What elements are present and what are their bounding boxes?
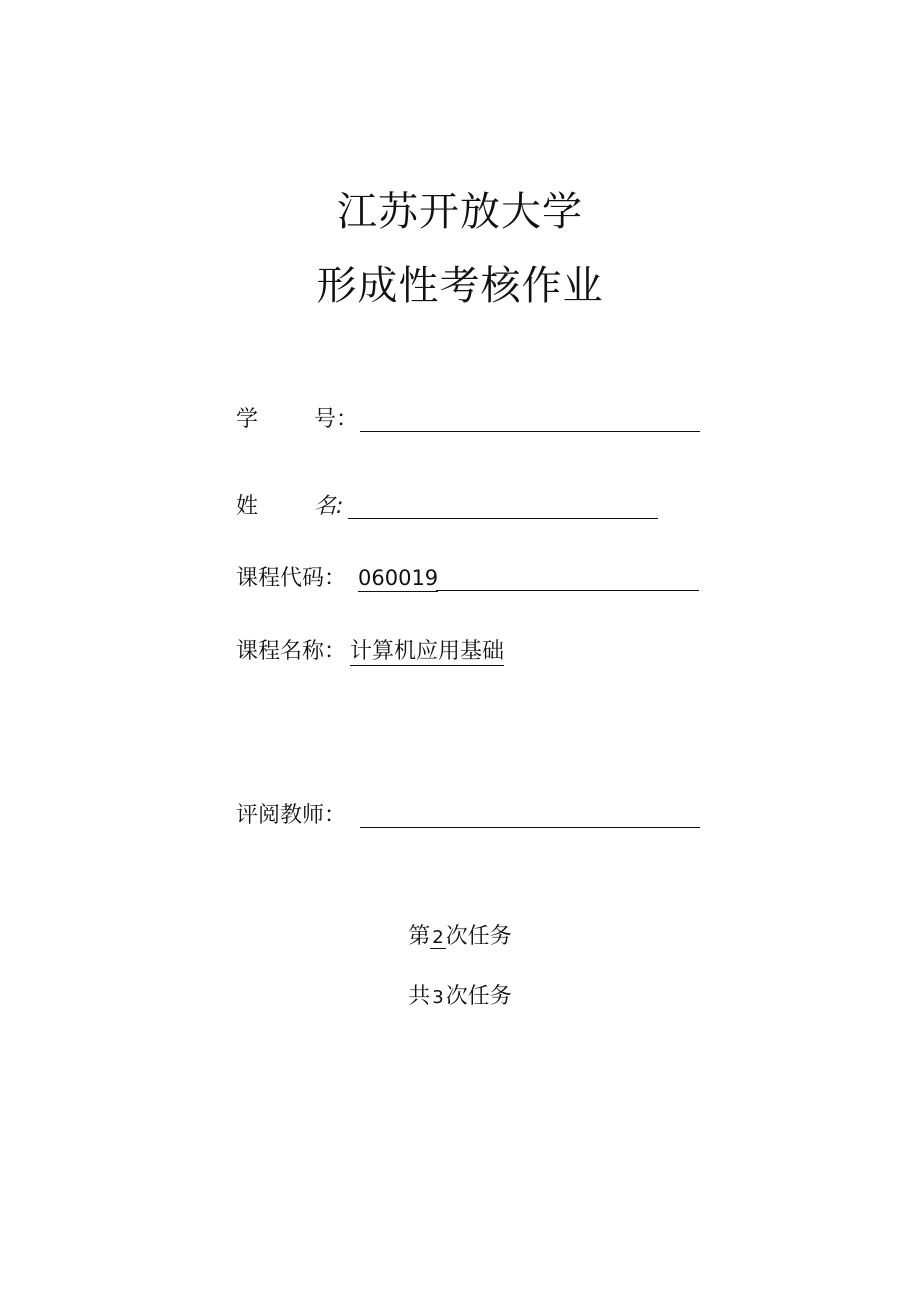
reviewer-colon: ： (324, 803, 347, 828)
reviewer-field (236, 805, 706, 835)
total-tasks-number: 3 (432, 987, 444, 1008)
school-title: 江苏开放大学 (337, 189, 583, 235)
student-id-input[interactable] (360, 409, 700, 432)
course-code-field (236, 568, 706, 598)
document-title: 形成性考核作业 (316, 263, 604, 309)
course-name-colon: ： (324, 639, 347, 664)
course-name-label: 课程名称 (236, 639, 325, 664)
student-id-label-b: 号 (314, 407, 337, 432)
total-tasks (0, 986, 920, 1008)
student-id-colon: ： (336, 407, 359, 432)
student-id-label-a: 学 (236, 407, 259, 432)
name-label-a: 姓 (236, 494, 259, 519)
course-name-field (236, 641, 706, 671)
course-code-label: 课程代码 (236, 566, 325, 591)
total-tasks-suffix: 次任务 (445, 984, 512, 1009)
reviewer-input[interactable] (360, 805, 700, 828)
total-tasks-prefix: 共 (408, 984, 431, 1009)
course-code-input[interactable] (436, 568, 699, 591)
name-field (236, 496, 666, 526)
course-code-value: 060019 (358, 566, 439, 590)
course-code-colon: ： (324, 566, 347, 591)
student-id-field (236, 409, 706, 439)
name-input[interactable] (348, 496, 658, 519)
reviewer-label: 评阅教师 (236, 803, 325, 828)
current-task-suffix: 次任务 (445, 924, 512, 949)
current-task (0, 926, 920, 949)
current-task-prefix: 第 (408, 924, 431, 949)
course-name-value: 计算机应用基础 (350, 639, 505, 664)
current-task-number: 2 (432, 927, 444, 948)
name-label-b: 名: (314, 494, 344, 519)
